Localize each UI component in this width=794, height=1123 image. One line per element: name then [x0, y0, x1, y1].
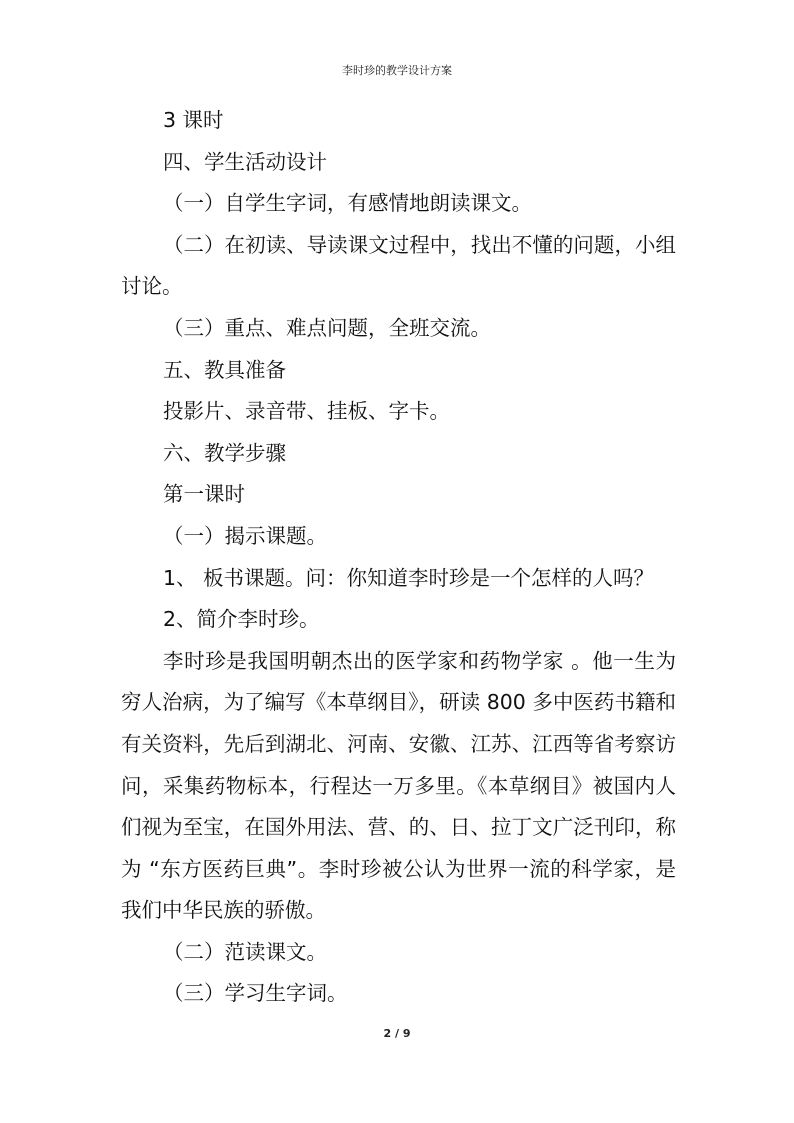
heading-first-lesson: 第一课时: [163, 482, 245, 507]
heading-teaching-steps: 六、教学步骤: [163, 440, 286, 465]
paragraph-activity-2: （二）在初读、导读课文过程中，找出不懂的问题，小组讨论。: [121, 232, 676, 299]
paragraph-activity-1: （一）自学生字词，有感情地朗读课文。: [163, 191, 532, 216]
page-header: 李时珍的教学设计方案: [342, 64, 452, 77]
page-number: 2 / 9: [383, 1027, 411, 1040]
heading-teaching-aids: 五、教具准备: [163, 357, 286, 382]
paragraph-step-1: 1、 板书课题。问：你知道李时珍是一个怎样的人吗？: [163, 565, 655, 590]
paragraph-model-reading: （二）范读课文。: [163, 939, 327, 964]
paragraph-class-hours: 3 课时: [163, 108, 224, 132]
paragraph-learn-words: （三）学习生字词。: [163, 981, 348, 1006]
paragraph-li-shizhen-bio: 李时珍是我国明朝杰出的医学家和药物学家 。他一生为穷人治病，为了编写《本草纲目》，研读 800 多中医药书籍和有关资料，先后到湖北、河南、安徽、江苏、江西等省考察访问，采集药物标本，行程达一万多里。《本草纲目》被国内人们视为至宝，在国外用法、营、的、日、拉丁文广泛刊印，称为 “东方医药巨典”。李时珍被公认为世界一流的科学家，是我们中华民族的骄傲。: [121, 648, 676, 923]
document-body: [121, 100, 676, 1015]
heading-student-activities: 四、学生活动设计: [163, 149, 327, 174]
paragraph-teaching-aids: 投影片、录音带、挂板、字卡。: [163, 399, 450, 424]
paragraph-reveal-topic: （一）揭示课题。: [163, 523, 327, 548]
paragraph-step-2: 2、简介李时珍。: [163, 607, 320, 632]
paragraph-activity-3: （三）重点、难点问题，全班交流。: [163, 315, 491, 340]
